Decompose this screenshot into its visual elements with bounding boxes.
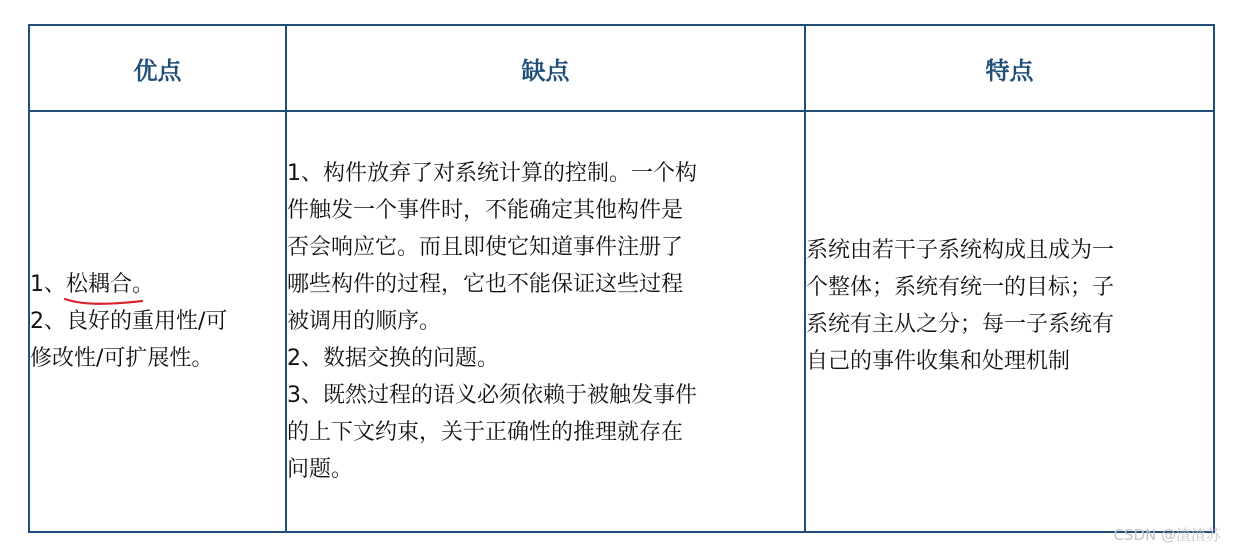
features-text [806,232,1213,380]
disadvantage-line: 问题。 [287,457,354,482]
watermark: CSDN @渣渣苏 [1113,526,1221,544]
advantage-line: 2、良好的重用性/可 [30,309,228,334]
advantage-item-1-number: 1、 [30,272,66,297]
feature-line: 自己的事件收集和处理机制 [806,348,1071,374]
header-advantages: 优点 [29,25,286,111]
advantage-item-1-term-wrap [66,266,132,303]
disadvantage-line: 1、构件放弃了对系统计算的控制。一个构 [287,161,697,186]
content-row [29,111,1214,532]
red-underline-annotation [62,296,146,308]
header-row [29,25,1214,111]
disadvantage-line: 2、数据交换的问题。 [287,346,499,371]
feature-line: 个整体；系统有统一的目标；子 [806,274,1115,300]
advantage-line: 修改性/可扩展性。 [30,346,214,371]
feature-line: 系统有主从之分；每一子系统有 [806,311,1115,337]
features-cell [805,111,1214,532]
disadvantage-line: 的上下文约束，关于正确性的推理就存在 [287,420,684,445]
disadvantages-cell [286,111,805,532]
comparison-table [28,24,1215,533]
disadvantage-line: 件触发一个事件时，不能确定其他构件是 [287,198,684,223]
header-features: 特点 [805,25,1214,111]
disadvantage-line: 3、既然过程的语义必须依赖于被触发事件 [287,383,697,408]
header-disadvantages: 缺点 [286,25,805,111]
disadvantage-line: 被调用的顺序。 [287,309,442,334]
advantage-item-1-term: 松耦合 [66,272,133,297]
advantages-cell [29,111,286,532]
feature-line: 系统由若干子系统构成且成为一 [806,237,1115,263]
disadvantage-line: 否会响应它。而且即使它知道事件注册了 [287,235,684,260]
advantage-item-1 [30,266,285,303]
advantage-item-1-end: 。 [132,272,155,297]
disadvantage-line: 哪些构件的过程，它也不能保证这些过程 [287,272,684,297]
